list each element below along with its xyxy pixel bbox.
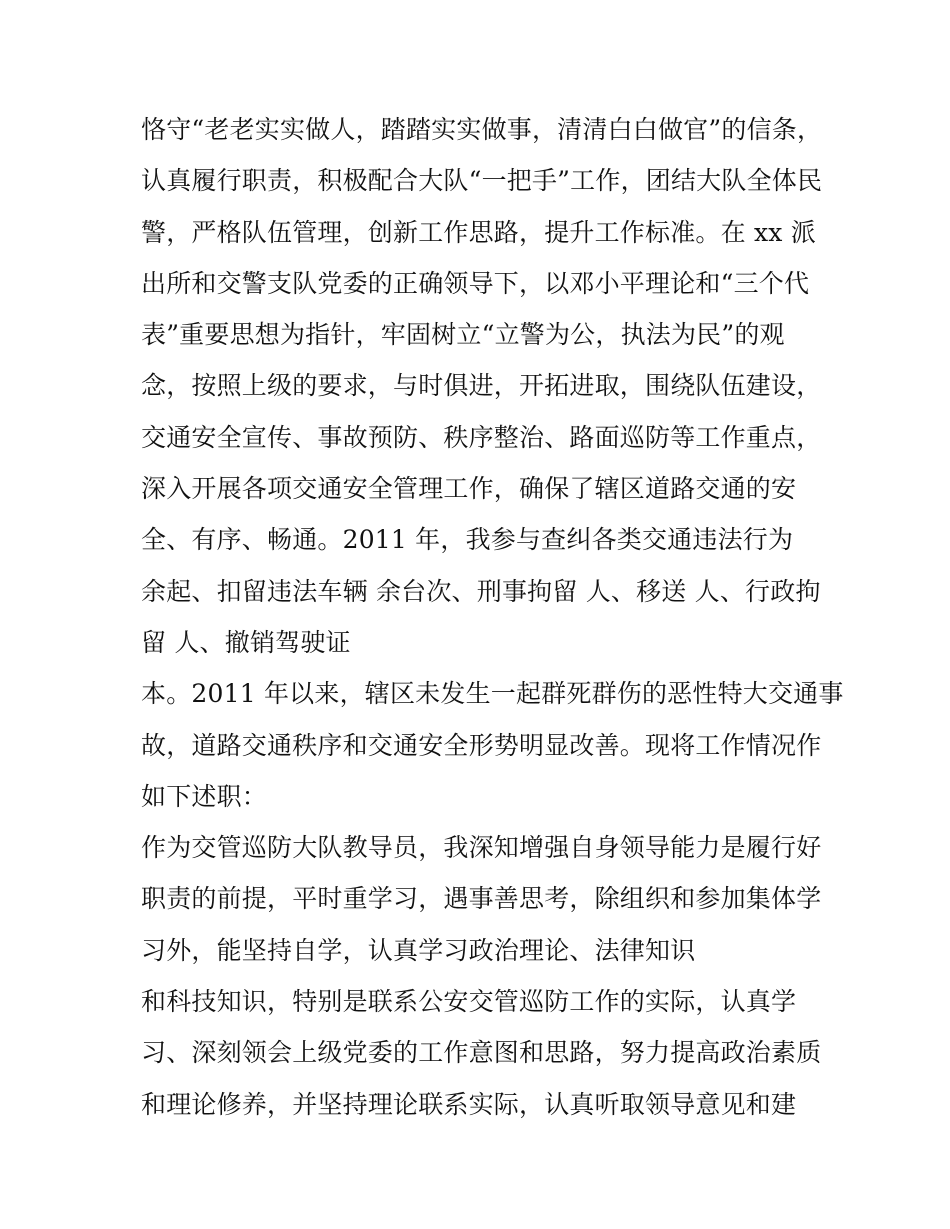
text-line: 表”重要思想为指针，牢固树立“立警为公，执法为民”的观 bbox=[141, 320, 785, 350]
text-line: 认真履行职责，积极配合大队“一把手”工作，团结大队全体民 bbox=[141, 166, 823, 196]
text-line: 留 人、撤销驾驶证 bbox=[141, 627, 351, 657]
text-line: 警，严格队伍管理，创新工作思路，提升工作标准。在 xx 派 bbox=[141, 217, 816, 247]
text-line: 恪守“老老实实做人，踏踏实实做事，清清白白做官”的信条， bbox=[141, 115, 823, 144]
text-line: 念，按照上级的要求，与时俱进，开拓进取，围绕队伍建设， bbox=[141, 371, 822, 401]
text-line: 全、有序、畅通。2011 年，我参与查纠各类交通违法行为 bbox=[141, 525, 794, 555]
document-body-text bbox=[141, 104, 844, 1130]
text-line: 和理论修养，并坚持理论联系实际，认真听取领导意见和建 bbox=[141, 1089, 797, 1119]
text-line: 故，道路交通秩序和交通安全形势明显改善。现将工作情况作 bbox=[141, 730, 822, 760]
text-line: 余起、扣留违法车辆 余台次、刑事拘留 人、移送 人、行政拘 bbox=[141, 576, 821, 606]
text-line: 交通安全宣传、事故预防、秩序整治、路面巡防等工作重点， bbox=[141, 422, 822, 452]
text-line: 作为交管巡防大队教导员，我深知增强自身领导能力是履行好 bbox=[141, 833, 822, 863]
text-line: 习外，能坚持自学，认真学习政治理论、法律知识 bbox=[141, 935, 696, 965]
text-line: 和科技知识，特别是联系公安交管巡防工作的实际，认真学 bbox=[141, 987, 797, 1017]
text-line: 职责的前提，平时重学习，遇事善思考，除组织和参加集体学 bbox=[141, 884, 822, 914]
text-line: 习、深刻领会上级党委的工作意图和思路，努力提高政治素质 bbox=[141, 1038, 822, 1068]
text-line: 如下述职： bbox=[141, 781, 268, 811]
text-line: 深入开展各项交通安全管理工作，确保了辖区道路交通的安 bbox=[141, 474, 797, 504]
text-line: 本。2011 年以来，辖区未发生一起群死群伤的恶性特大交通事 bbox=[141, 679, 844, 709]
text-line: 出所和交警支队党委的正确领导下，以邓小平理论和“三个代 bbox=[141, 268, 810, 298]
